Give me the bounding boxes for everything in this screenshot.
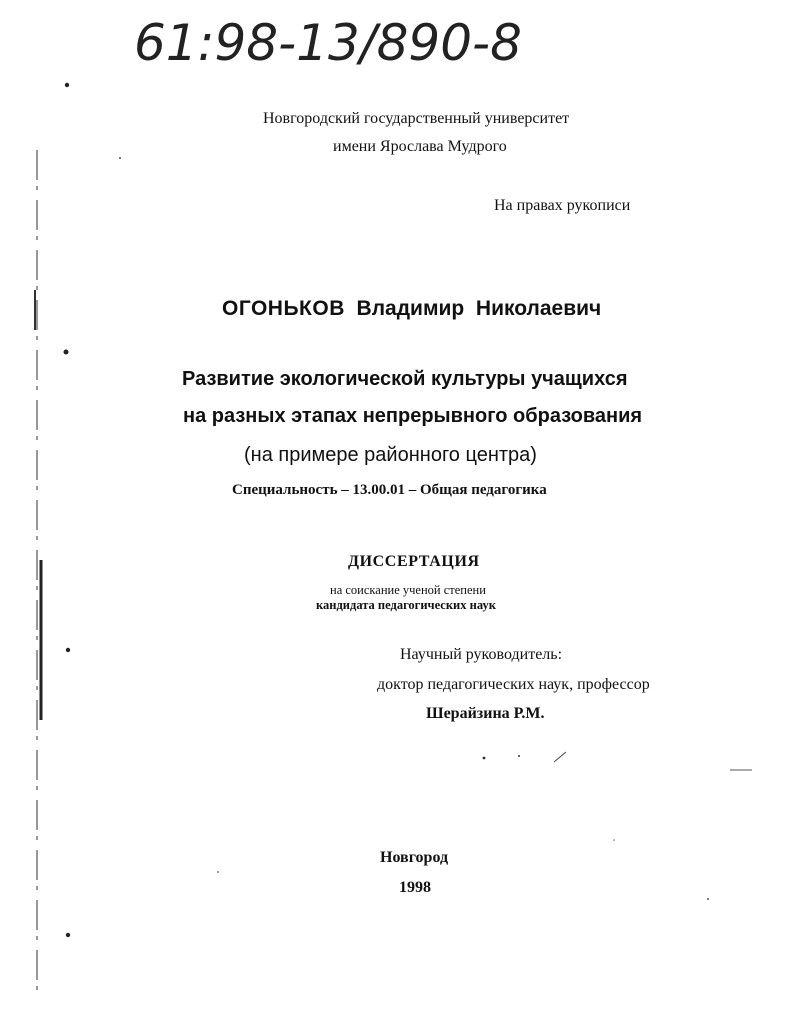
title-line-1: Развитие экологической культуры учащихся [182, 368, 628, 390]
dissertation-label: ДИССЕРТАЦИЯ [348, 553, 480, 570]
scan-edge-marks [0, 0, 80, 1028]
title-line-2: на разных этапах непрерывного образования [183, 405, 643, 427]
city: Новгород [380, 849, 449, 866]
degree-line-1: на соискание ученой степени [330, 583, 486, 597]
archive-code-text: 61:98-13/890-8 [134, 14, 522, 72]
specialty: Специальность – 13.00.01 – Общая педагогика [232, 482, 547, 498]
university-name: Новгородский государственный университет [263, 110, 570, 127]
year: 1998 [399, 879, 431, 896]
degree-line-2: кандидата педагогических наук [316, 598, 496, 612]
manuscript-rights: На правах рукописи [494, 197, 631, 214]
university-dedication: имени Ярослава Мудрого [333, 138, 507, 155]
supervisor-label: Научный руководитель: [400, 646, 563, 663]
author-name [222, 297, 601, 321]
title-line-3: (на примере районного центра) [244, 444, 537, 466]
author-given-names: Владимир Николаевич [356, 297, 602, 320]
supervisor-name: Шерайзина Р.М. [426, 705, 545, 722]
supervisor-degree: доктор педагогических наук, профессор [377, 676, 650, 693]
handwritten-archive-code [132, 2, 532, 82]
author-surname: ОГОНЬКОВ [222, 297, 345, 320]
